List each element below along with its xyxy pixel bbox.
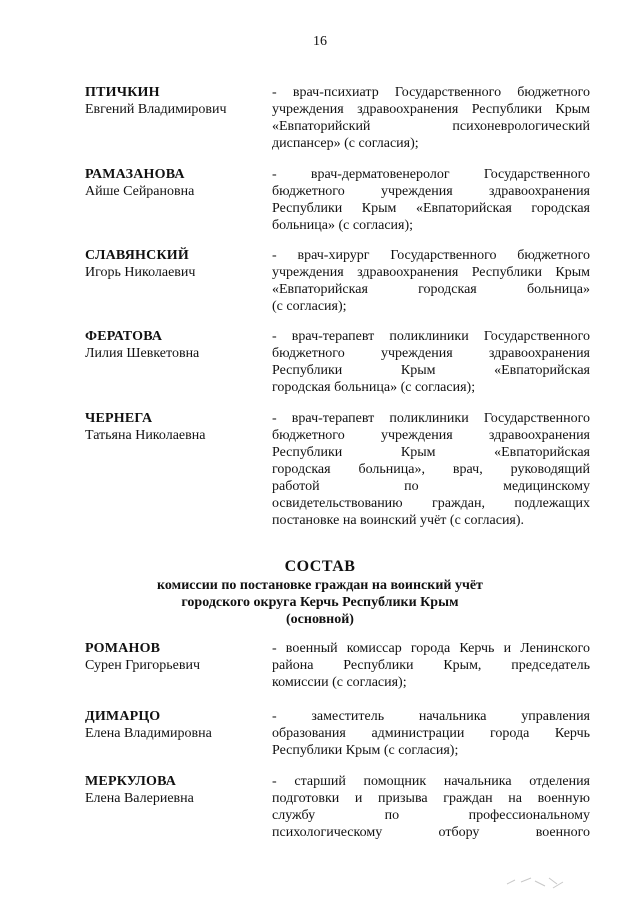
position-line: диспансер» (с согласия); — [272, 136, 419, 151]
member-entry-romanov — [85, 640, 590, 691]
position-line: освидетельствованию граждан, подлежащих — [272, 496, 590, 511]
member-entry-ptichkin — [85, 84, 590, 152]
position-line: постановке на воинский учёт (с согласия). — [272, 513, 525, 528]
position-line: - военный комиссар города Керчь и Ленинского — [272, 641, 590, 656]
position-line: бюджетного учреждения здравоохранения — [272, 346, 590, 361]
member-surname: ЧЕРНЕГА — [85, 411, 153, 426]
position-line: городская больница», врач, руководящий — [272, 462, 590, 477]
member-entry-feratova — [85, 328, 590, 396]
member-position — [272, 166, 590, 234]
member-name — [85, 773, 272, 841]
position-line: учреждения здравоохранения Республики Крым — [272, 102, 590, 117]
member-entry-ramazanova — [85, 166, 590, 234]
member-given-names: Татьяна Николаевна — [85, 428, 206, 443]
member-given-names: Елена Валериевна — [85, 791, 194, 806]
member-given-names: Лилия Шевкетовна — [85, 346, 200, 361]
member-position — [272, 410, 590, 529]
member-given-names: Игорь Николаевич — [85, 265, 196, 280]
member-name — [85, 410, 272, 529]
position-line: городская больница» (с согласия); — [272, 380, 476, 395]
member-name — [85, 84, 272, 152]
position-line: - врач-дерматовенеролог Государственного — [272, 167, 590, 182]
member-name — [85, 328, 272, 396]
position-line: Республики Крым (с согласия); — [272, 743, 459, 758]
section-subtitle-line: городского округа Керчь Республики Крым — [181, 595, 459, 610]
position-line: Республики Крым «Евпаторийская — [272, 363, 590, 378]
position-line: работой по медицинскому — [272, 479, 590, 494]
member-position — [272, 84, 590, 152]
member-surname: РАМАЗАНОВА — [85, 167, 185, 182]
member-surname: СЛАВЯНСКИЙ — [85, 248, 189, 263]
member-entry-merkulova — [85, 773, 590, 841]
member-name — [85, 166, 272, 234]
position-line: «Евпаторийская городская больница» — [272, 282, 590, 297]
member-name — [85, 640, 272, 691]
member-surname: ФЕРАТОВА — [85, 329, 163, 344]
section-subtitle-line: (основной) — [286, 612, 354, 627]
position-line: подготовки и призыва граждан на военную — [272, 791, 590, 806]
position-line: Республики Крым «Евпаторийская — [272, 445, 590, 460]
position-line: - старший помощник начальника отделения — [272, 774, 590, 789]
position-line: района Республики Крым, председатель — [272, 658, 590, 673]
position-line: - заместитель начальника управления — [272, 709, 590, 724]
member-position — [272, 328, 590, 396]
member-position — [272, 773, 590, 841]
member-given-names: Елена Владимировна — [85, 726, 212, 741]
member-position — [272, 247, 590, 315]
member-entry-slavyanskiy — [85, 247, 590, 315]
section-heading — [0, 557, 640, 628]
member-surname: РОМАНОВ — [85, 641, 161, 656]
position-line: образования администрации города Керчь — [272, 726, 590, 741]
position-line: комиссии (с согласия); — [272, 675, 407, 690]
position-line: «Евпаторийский психоневрологический — [272, 119, 590, 134]
section-subtitle-line: комиссии по постановке граждан на воинский учёт — [157, 578, 483, 593]
position-line: (с согласия); — [272, 299, 347, 314]
member-given-names: Сурен Григорьевич — [85, 658, 201, 673]
member-position — [272, 640, 590, 691]
member-position — [272, 708, 590, 759]
position-line: службу по профессиональному — [272, 808, 590, 823]
position-line: - врач-терапевт поликлиники Государственного — [272, 411, 590, 426]
position-line: - врач-психиатр Государственного бюджетного — [272, 85, 590, 100]
position-line: - врач-терапевт поликлиники Государственного — [272, 329, 590, 344]
scan-artifact — [505, 872, 565, 892]
page-number: 16 — [313, 34, 327, 49]
member-given-names: Евгений Владимирович — [85, 102, 227, 117]
position-line: больница» (с согласия); — [272, 218, 414, 233]
position-line: бюджетного учреждения здравоохранения — [272, 184, 590, 199]
member-entry-chernega — [85, 410, 590, 529]
member-name — [85, 247, 272, 315]
member-surname: МЕРКУЛОВА — [85, 774, 177, 789]
member-entry-dimartso — [85, 708, 590, 759]
member-surname: ДИМАРЦО — [85, 709, 161, 724]
member-surname: ПТИЧКИН — [85, 85, 160, 100]
position-line: Республики Крым «Евпаторийская городская — [272, 201, 590, 216]
position-line: бюджетного учреждения здравоохранения — [272, 428, 590, 443]
member-given-names: Айше Сейрановна — [85, 184, 195, 199]
member-name — [85, 708, 272, 759]
position-line: учреждения здравоохранения Республики Крым — [272, 265, 590, 280]
position-line: психологическому отбору военного — [272, 825, 590, 840]
position-line: - врач-хирург Государственного бюджетного — [272, 248, 590, 263]
section-title: СОСТАВ — [284, 558, 356, 575]
